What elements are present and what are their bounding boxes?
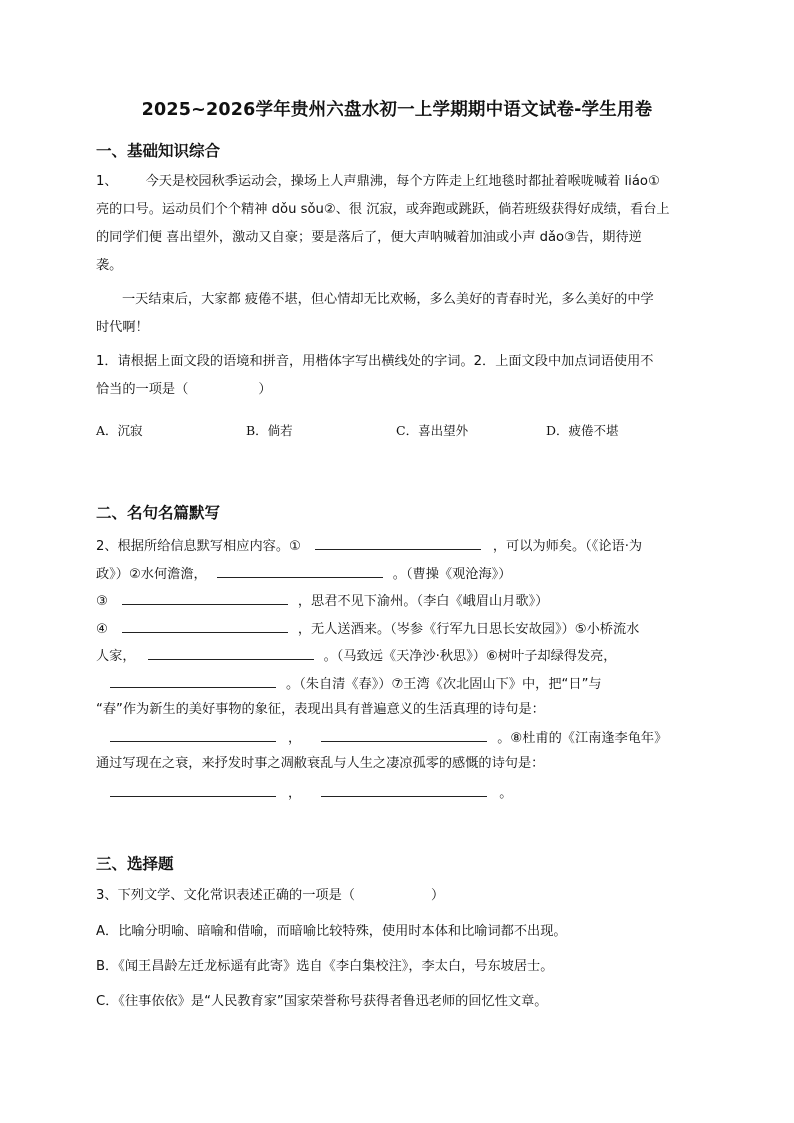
q1-para1-text-2: 亮的口号。运动员们个个精神 dǒu sǒu②、很 沉寂，或奔跑或跳跃，倘若班级获得好成绩，看台上 [96,202,670,217]
fill-blank-6[interactable] [110,673,276,688]
q2-text-4b: ，无人送酒来。（岑参《行军九日思长安故园》）⑤小桥流水 [297,622,640,637]
q2-line-2 [96,563,511,585]
q3-option-b[interactable]: B．《闻王昌龄左迁龙标遥有此寄》选自《李白集校注》，李太白，号东坡居士。 [96,959,554,974]
q2-sep-8: ， [288,731,302,746]
q3-option-a[interactable]: A．比喻分明喻、暗喻和借喻，而暗喻比较特殊，使用时本体和比喻词都不出现。 [96,924,567,939]
q3-option-c[interactable]: C．《往事依依》是“人民教育家”国家荣誉称号获得者鲁迅老师的回忆性文章。 [96,994,548,1009]
q1-line-1 [96,172,660,192]
q2-line-4 [96,618,639,640]
fill-blank-1[interactable] [315,535,481,550]
q2-line-10 [110,782,512,804]
q1-option-c[interactable]: C．喜出望外 [396,423,469,438]
fill-blank-4[interactable] [122,618,288,633]
q3-paren-close: ） [430,888,445,903]
q2-text-1a: 2、根据所给信息默写相应内容。① [96,539,301,554]
q2-line-6 [110,673,602,695]
fill-blank-7[interactable] [110,727,276,742]
q2-text-4a: ④ [96,622,108,637]
fill-blank-2[interactable] [217,563,383,578]
section-3-heading: 三、选择题 [96,855,174,873]
q2-text-3b: ，思君不见下渝州。（李白《峨眉山月歌》） [297,594,549,609]
exam-title: 2025~2026学年贵州六盘水初一上学期期中语文试卷-学生用卷 [141,100,653,120]
q2-text-8-end: 。⑧杜甫的《江南逢李龟年》 [497,731,668,746]
q2-text-3a: ③ [96,594,108,609]
section-2-heading: 二、名句名篇默写 [96,504,221,522]
q2-text-2a: 政》）②水何澹澹， [96,567,207,582]
q1-para1-text-1: 今天是校园秋季运动会，操场上人声鼎沸，每个方阵走上红地毯时都扯着喉咙喊着 liáo① [145,174,660,189]
fill-blank-8[interactable] [321,727,487,742]
q2-text-10-end: 。 [499,786,513,801]
q2-line-3 [96,590,548,612]
q1-para1-text-3: 的同学们便 喜出望外，激动又自豪；要是落后了，便大声呐喊着加油或小声 dǎo③告，期待逆 [96,230,642,245]
q2-sep-10: ， [288,786,302,801]
q2-line-5 [96,645,617,667]
fill-blank-5[interactable] [148,645,314,660]
q2-text-5b: 。（马致远《天净沙·秋思》）⑥树叶子却绿得发亮， [323,649,617,664]
q1-sub-paren-close: ） [258,382,272,397]
q1-para2-text-2: 时代啊！ [96,320,149,335]
q2-line-1 [96,535,642,557]
q2-text-2b: 。（曹操《观沧海》） [392,567,512,582]
q1-option-d[interactable]: D．疲倦不堪 [546,423,619,438]
fill-blank-10[interactable] [321,782,487,797]
q3-prompt: 3、下列文学、文化常识表述正确的一项是（ [96,888,355,903]
q1-sub-line-2 [96,380,272,400]
q2-text-9: 通过写现在之衰，来抒发时事之凋敝衰乱与人生之凄凉孤零的感慨的诗句是： [96,756,545,771]
q2-text-1b: ，可以为师矣。（《论语·为 [492,539,643,554]
q3-stem [96,886,444,906]
fill-blank-9[interactable] [110,782,276,797]
q1-option-b[interactable]: B．倘若 [246,423,293,438]
q2-text-7: “春”作为新生的美好事物的象征，表现出具有普遍意义的生活真理的诗句是： [96,702,545,717]
q2-text-5a: 人家， [96,649,136,664]
section-1-heading: 一、基础知识综合 [96,142,221,160]
fill-blank-3[interactable] [122,590,288,605]
q1-para2-text-1: 一天结束后，大家都 疲倦不堪，但心情却无比欢畅，多么美好的青春时光，多么美好的中学 [122,292,654,307]
q1-sub-prompt: 恰当的一项是（ [96,382,189,397]
q1-sub-line-1: 1．请根据上面文段的语境和拼音，用楷体字写出横线处的字词。2．上面文段中加点词语使用不 [96,354,654,369]
q2-line-8 [110,727,667,749]
q2-text-6b: 。（朱自清《春》）⑦王湾《次北固山下》中，把“日”与 [286,677,602,692]
q1-number: 1、 [96,174,118,189]
q1-para1-text-4: 袭。 [96,258,123,273]
q1-option-a[interactable]: A．沉寂 [96,423,143,438]
